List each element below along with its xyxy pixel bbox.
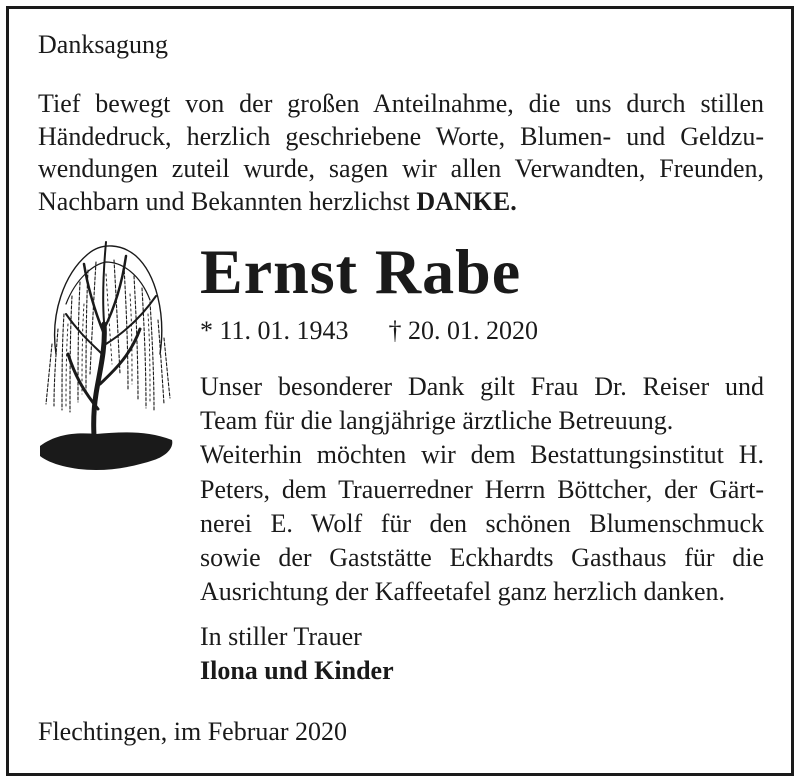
thanks-line: nerei E. Wolf für den schönen Blumenschmuck (200, 508, 764, 538)
thanks-paragraph (200, 370, 764, 609)
intro-line-last (38, 186, 764, 219)
intro-line: Tief bewegt von der großen Anteilnahme, die uns durch stillen (38, 89, 764, 118)
weeping-willow-icon (36, 234, 176, 476)
danke-emphasis: DANKE. (416, 186, 517, 216)
intro-last-text: Nachbarn und Bekannten herzlichst (38, 186, 417, 216)
closing-phrase: In stiller Trauer (200, 622, 362, 651)
place-and-date: Flechtingen, im Februar 2020 (38, 717, 348, 746)
life-dates (200, 316, 538, 346)
thanks-line: Peters, dem Trauerredner Herrn Böttcher, der Gärt- (200, 474, 764, 504)
birth-date: * 11. 01. 1943 (200, 316, 349, 345)
intro-paragraph (38, 88, 764, 218)
thanks-line: Weiterhin möchten wir dem Bestattungsinstitut H. (200, 440, 764, 470)
notice-heading: Danksagung (38, 30, 168, 59)
death-date: † 20. 01. 2020 (388, 316, 539, 345)
thanks-line: Unser besonderer Dank gilt Frau Dr. Reiser und (200, 372, 764, 401)
thanks-line: Ausrichtung der Kaffeetafel ganz herzlich danken. (200, 577, 726, 607)
signers: Ilona und Kinder (200, 656, 394, 685)
intro-line: Händedruck, herzlich geschriebene Worte, Blumen- und Geldzu- (38, 121, 764, 151)
thanks-line: Team für die langjährige ärztliche Betreuung. (200, 406, 674, 436)
intro-line: wendungen zuteil wurde, sagen wir allen Verwandten, Freunden, (38, 154, 764, 183)
deceased-name: Ernst Rabe (200, 236, 522, 307)
thanks-line: sowie der Gaststätte Eckhardts Gasthaus für die (200, 542, 764, 572)
